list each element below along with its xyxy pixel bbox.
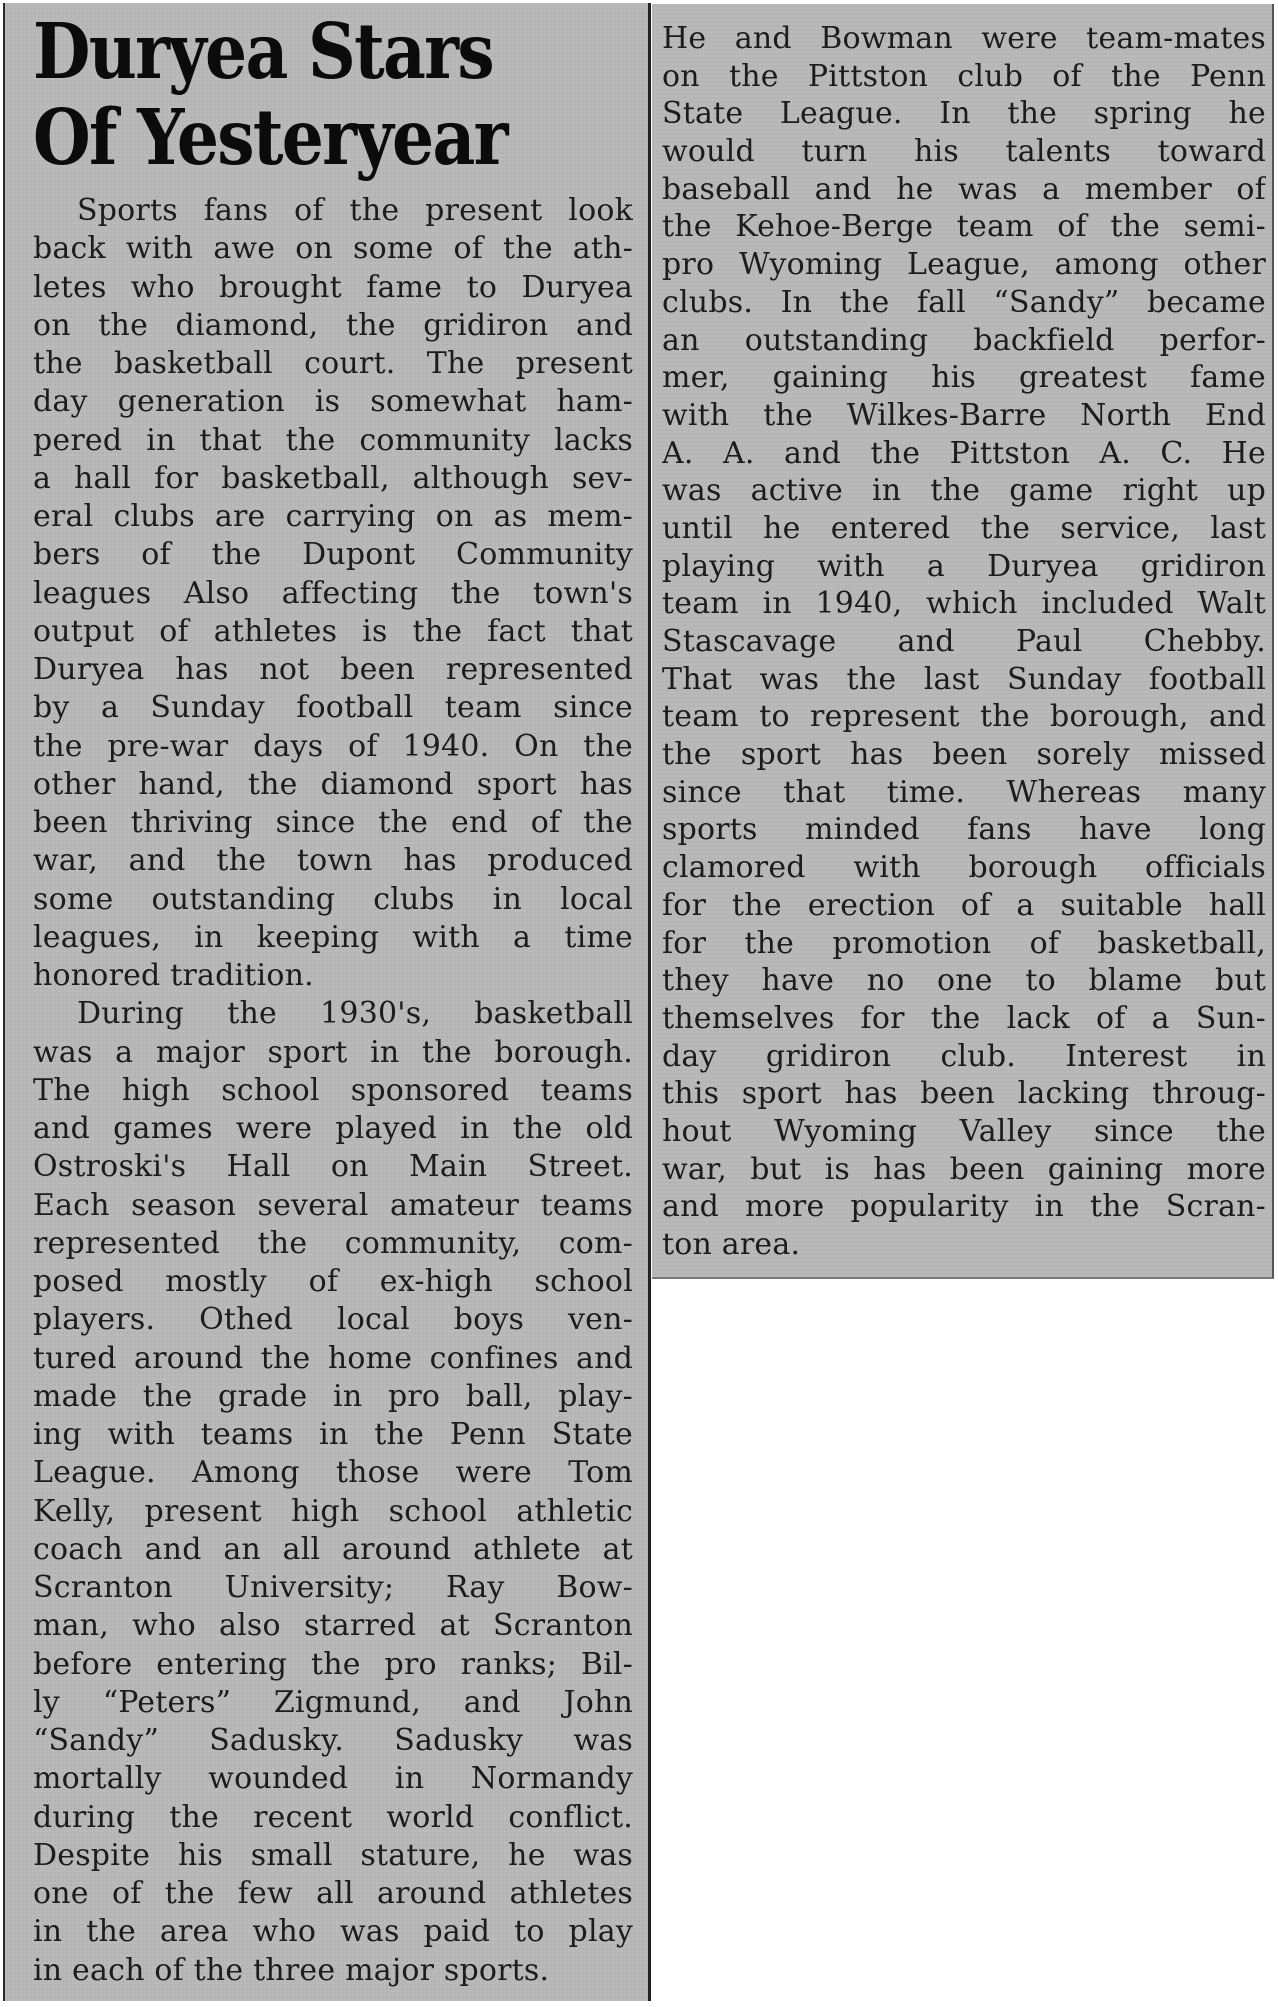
text-line: baseball and he was a member of xyxy=(662,171,1266,207)
text-line: was active in the game right up xyxy=(662,473,1266,509)
text-line: output of athletes is the fact that xyxy=(33,613,633,649)
text-line: during the recent world conflict. xyxy=(33,1799,633,1835)
text-line: some outstanding clubs in local xyxy=(33,881,633,917)
text-line: other hand, the diamond sport has xyxy=(33,766,633,802)
text-line: team to represent the borough, and xyxy=(662,699,1266,735)
text-line: with the Wilkes-Barre North End xyxy=(662,397,1266,433)
text-line: A. A. and the Pittston A. C. He xyxy=(662,435,1266,471)
text-line: in each of the three major sports. xyxy=(33,1952,550,1988)
text-line: Kelly, present high school athletic xyxy=(33,1493,633,1529)
text-line: made the grade in pro ball, play- xyxy=(33,1378,633,1414)
paragraph xyxy=(33,995,633,1990)
text-line: Despite his small stature, he was xyxy=(33,1837,633,1873)
text-line: the Kehoe-Berge team of the semi- xyxy=(662,209,1266,245)
text-line: by a Sunday football team since xyxy=(33,690,633,726)
text-line: ton area. xyxy=(662,1227,801,1262)
clipping-right xyxy=(652,4,1274,1279)
text-line: The high school sponsored teams xyxy=(33,1072,633,1108)
text-line: and games were played in the old xyxy=(33,1111,633,1146)
text-line: eral clubs are carrying on as mem- xyxy=(33,499,633,534)
text-line: on the Pittston club of the Penn xyxy=(662,58,1266,94)
text-line: was a major sport in the borough. xyxy=(33,1034,633,1070)
text-line: honored tradition. xyxy=(33,958,314,993)
text-line: Scranton University; Ray Bow- xyxy=(33,1570,633,1605)
text-line: Sports fans of the present look xyxy=(77,193,633,228)
text-line: since that time. Whereas many xyxy=(662,774,1266,810)
text-line: That was the last Sunday football xyxy=(662,661,1266,697)
text-line: would turn his talents toward xyxy=(662,134,1266,170)
text-line: ing with teams in the Penn State xyxy=(33,1417,633,1452)
paragraph xyxy=(33,192,633,995)
text-line: man, who also starred at Scranton xyxy=(33,1608,633,1644)
text-line: pro Wyoming League, among other xyxy=(662,247,1266,283)
text-line: mer, gaining his greatest fame xyxy=(662,360,1266,396)
text-line: players. Othed local boys ven- xyxy=(33,1302,633,1338)
text-line: During the 1930's, basketball xyxy=(77,996,633,1032)
headline-line-1: Duryea Stars xyxy=(33,7,493,97)
text-line: on the diamond, the gridiron and xyxy=(33,307,633,343)
text-line: until he entered the service, last xyxy=(662,510,1266,546)
text-line: bers of the Dupont Community xyxy=(33,537,633,573)
text-line: leagues, in keeping with a time xyxy=(33,919,633,955)
text-line: leagues Also affecting the town's xyxy=(33,575,633,611)
text-line: pered in that the community lacks xyxy=(33,422,633,458)
text-line: this sport has been lacking throug- xyxy=(662,1076,1266,1112)
text-line: clubs. In the fall “Sandy” became xyxy=(662,284,1266,320)
text-line: letes who brought fame to Duryea xyxy=(33,269,633,305)
text-line: in the area who was paid to play xyxy=(33,1914,633,1950)
text-line: playing with a Duryea gridiron xyxy=(662,548,1266,584)
text-line: day generation is somewhat ham- xyxy=(33,384,633,420)
text-line: for the promotion of basketball, xyxy=(662,925,1266,961)
text-line: tured around the home confines and xyxy=(33,1340,633,1376)
text-line: an outstanding backfield perfor- xyxy=(662,322,1266,358)
text-line: Ostroski's Hall on Main Street. xyxy=(33,1149,633,1185)
text-line: the basketball court. The present xyxy=(33,346,633,381)
text-line: war, and the town has produced xyxy=(33,843,633,879)
text-line: Duryea has not been represented xyxy=(33,652,633,687)
text-line: sports minded fans have long xyxy=(662,812,1266,848)
text-line: Each season several amateur teams xyxy=(33,1187,633,1223)
text-line: a hall for basketball, although sev- xyxy=(33,460,633,496)
left-column xyxy=(33,192,633,1990)
text-line: He and Bowman were team-mates xyxy=(662,21,1266,56)
text-line: day gridiron club. Interest in xyxy=(662,1038,1266,1074)
text-line: themselves for the lack of a Sun- xyxy=(662,1000,1266,1036)
text-line: for the erection of a suitable hall xyxy=(662,887,1266,923)
text-line: ly “Peters” Zigmund, and John xyxy=(33,1684,633,1720)
text-line: hout Wyoming Valley since the xyxy=(662,1113,1266,1149)
right-column xyxy=(662,20,1266,1264)
paragraph xyxy=(662,20,1266,1264)
text-line: coach and an all around athlete at xyxy=(33,1531,633,1567)
text-line: war, but is has been gaining more xyxy=(662,1151,1266,1187)
text-line: State League. In the spring he xyxy=(662,96,1266,132)
text-line: they have no one to blame but xyxy=(662,963,1266,999)
text-line: and more popularity in the Scran- xyxy=(662,1189,1266,1225)
text-line: one of the few all around athletes xyxy=(33,1876,633,1911)
text-line: posed mostly of ex-high school xyxy=(33,1264,633,1299)
text-line: clamored with borough officials xyxy=(662,850,1266,886)
text-line: Stascavage and Paul Chebby. xyxy=(662,624,1266,659)
text-line: League. Among those were Tom xyxy=(33,1455,633,1491)
text-line: team in 1940, which included Walt xyxy=(662,586,1266,622)
text-line: the sport has been sorely missed xyxy=(662,737,1266,773)
text-line: mortally wounded in Normandy xyxy=(33,1761,633,1797)
text-line: been thriving since the end of the xyxy=(33,805,633,840)
headline xyxy=(33,9,549,181)
clipping-left xyxy=(3,3,651,2001)
headline-line-2: Of Yesteryear xyxy=(33,93,507,183)
text-line: the pre-war days of 1940. On the xyxy=(33,728,633,764)
text-line: “Sandy” Sadusky. Sadusky was xyxy=(33,1723,633,1758)
text-line: before entering the pro ranks; Bil- xyxy=(33,1646,633,1682)
text-line: represented the community, com- xyxy=(33,1225,633,1261)
text-line: back with awe on some of the ath- xyxy=(33,231,633,267)
